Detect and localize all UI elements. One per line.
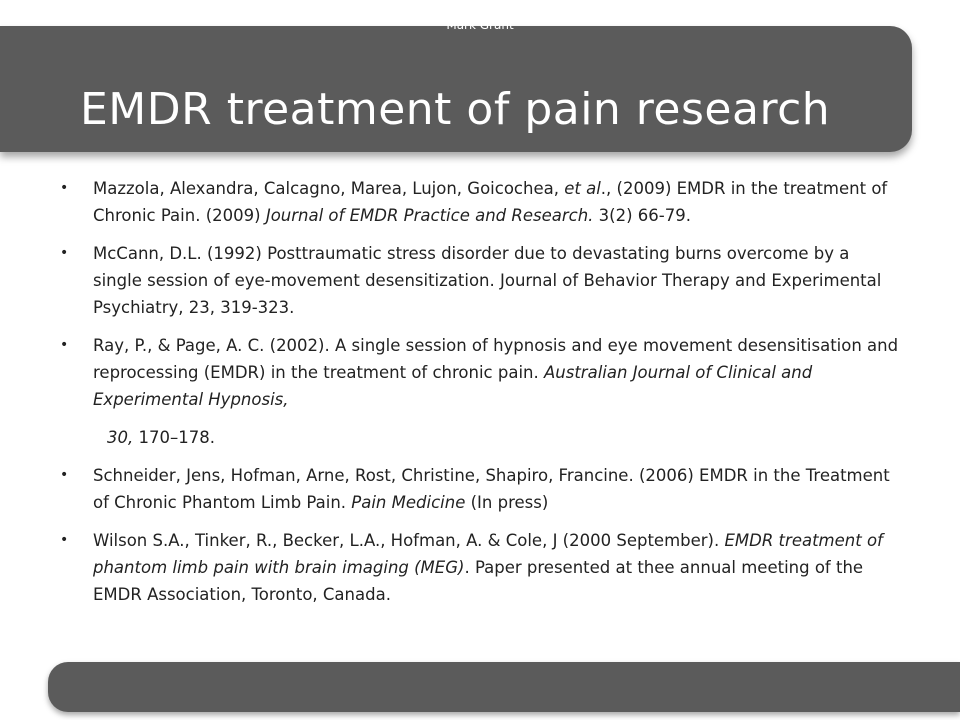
reference-item: • Ray, P., & Page, A. C. (2002). A single session of hypnosis and eye movement desensitisation and reprocessing (EMDR) in the treatment of chronic pain. Australian Journal of Clinical and Experimental Hypnosis, xyxy=(60,332,900,413)
footer-author: Mark Grant xyxy=(446,18,514,32)
bullet-icon: • xyxy=(60,337,69,353)
bullet-icon: • xyxy=(60,532,69,548)
references-list xyxy=(60,175,900,619)
reference-item: • McCann, D.L. (1992) Posttraumatic stress disorder due to devastating burns overcome by a single session of eye-movement desensitization. Journal of Behavior Therapy and Experimental Psychiatry, 23, 319-323. xyxy=(60,240,900,321)
bullet-icon: • xyxy=(60,245,69,261)
bullet-icon: • xyxy=(60,180,69,196)
reference-item: • Wilson S.A., Tinker, R., Becker, L.A., Hofman, A. & Cole, J (2000 September). EMDR treatment of phantom limb pain with brain imaging (MEG). Paper presented at thee annual meeting of the EMDR Association, Toronto, Canada. xyxy=(60,527,900,608)
reference-item: • Schneider, Jens, Hofman, Arne, Rost, Christine, Shapiro, Francine. (2006) EMDR in the Treatment of Chronic Phantom Limb Pain. Pain Medicine (In press) xyxy=(60,462,900,516)
reference-item: • Mazzola, Alexandra, Calcagno, Marea, Lujon, Goicochea, et al., (2009) EMDR in the treatment of Chronic Pain. (2009) Journal of EMDR Practice and Research. 3(2) 66-79. xyxy=(60,175,900,229)
footer-bar xyxy=(48,662,960,712)
slide-title: EMDR treatment of pain research xyxy=(80,84,831,135)
title-bar xyxy=(0,26,912,152)
reference-continuation: 30, 170–178. xyxy=(107,428,215,447)
bullet-icon: • xyxy=(60,467,69,483)
